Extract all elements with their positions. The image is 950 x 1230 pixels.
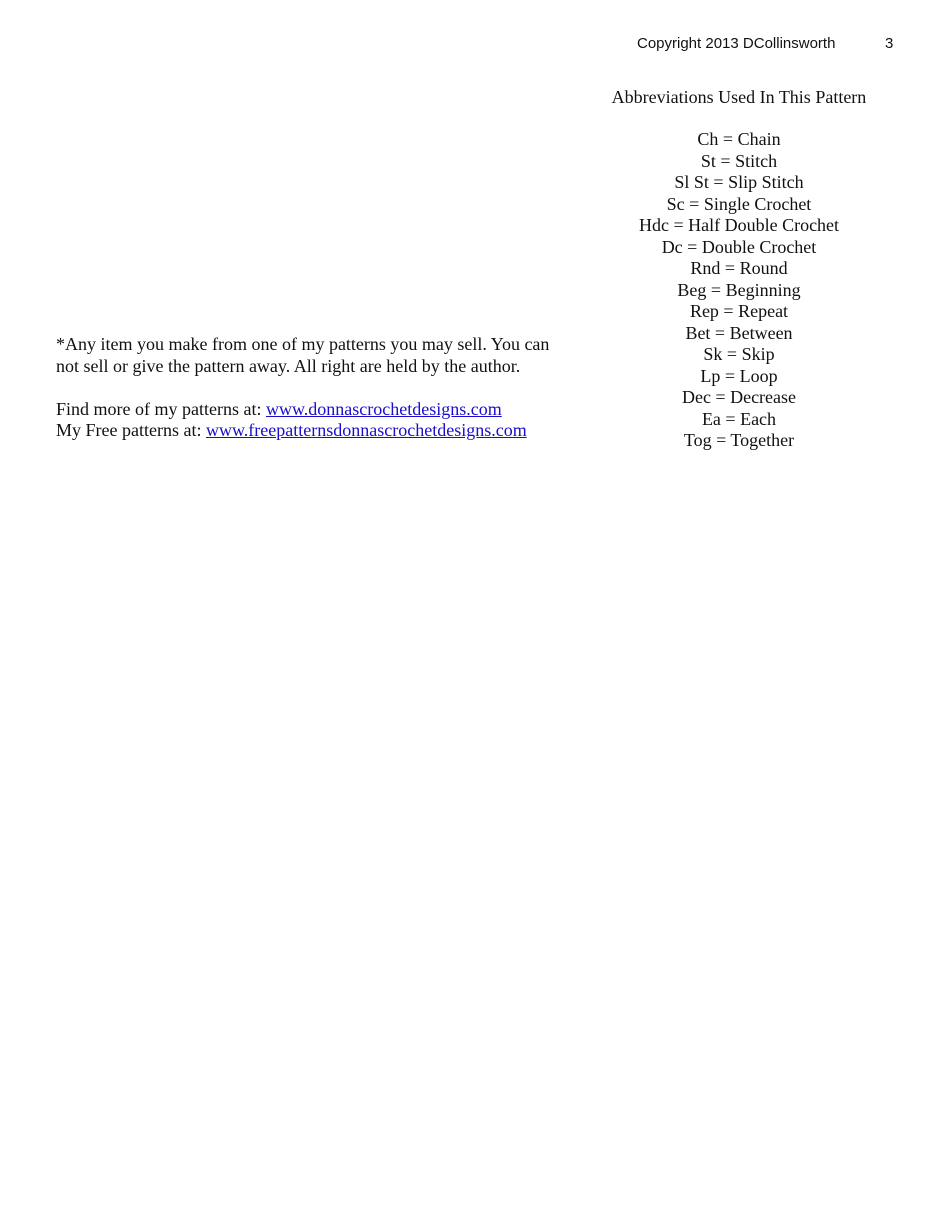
page-number: 3 xyxy=(885,35,894,52)
more-patterns-link[interactable]: www.donnascrochetdesigns.com xyxy=(265,398,502,419)
free-patterns-label: My Free patterns at: xyxy=(56,420,206,440)
usage-rights-line-2: not sell or give the pattern away. All right are held by the author. xyxy=(56,355,521,376)
abbreviation-item: St = Stitch xyxy=(700,150,778,171)
abbreviation-item: Lp = Loop xyxy=(700,365,778,386)
usage-rights-text xyxy=(56,334,586,377)
abbreviation-item: Sk = Skip xyxy=(703,344,775,364)
abbreviation-item: Rnd = Round xyxy=(690,258,788,278)
usage-rights-line-1: *Any item you make from one of my patterns you may sell. You can xyxy=(56,334,550,354)
copyright-notice: Copyright 2013 DCollinsworth xyxy=(637,35,836,52)
abbreviation-item: Dc = Double Crochet xyxy=(661,236,817,257)
abbreviations-section xyxy=(590,86,888,452)
more-patterns-line xyxy=(56,399,586,421)
abbreviation-item: Beg = Beginning xyxy=(677,279,801,300)
free-patterns-line xyxy=(56,420,586,442)
abbreviation-item: Dec = Decrease xyxy=(681,387,797,407)
abbreviation-item: Tog = Together xyxy=(683,430,795,450)
abbreviation-item: Ea = Each xyxy=(701,408,777,429)
abbreviation-item: Sc = Single Crochet xyxy=(666,193,812,214)
abbreviations-list xyxy=(590,129,888,452)
abbreviation-item: Rep = Repeat xyxy=(689,301,789,321)
page-header xyxy=(0,34,950,54)
abbreviations-title: Abbreviations Used In This Pattern xyxy=(611,87,867,107)
usage-notice xyxy=(56,334,586,442)
abbreviation-item: Ch = Chain xyxy=(697,129,781,149)
free-patterns-link[interactable]: www.freepatternsdonnascrochetdesigns.com xyxy=(205,420,527,440)
abbreviation-item: Hdc = Half Double Crochet xyxy=(638,215,840,235)
more-patterns-label: Find more of my patterns at: xyxy=(56,398,266,419)
abbreviation-item: Sl St = Slip Stitch xyxy=(674,172,804,192)
abbreviation-item: Bet = Between xyxy=(685,322,793,343)
